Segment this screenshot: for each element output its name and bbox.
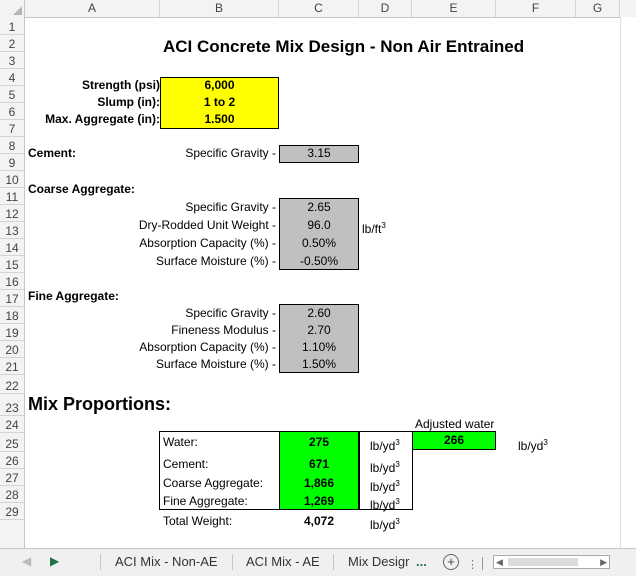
horizontal-scrollbar[interactable]: [493, 555, 610, 569]
split-handle[interactable]: [482, 557, 483, 570]
row-header[interactable]: 19: [0, 324, 24, 341]
row-header[interactable]: 6: [0, 103, 24, 120]
row-header[interactable]: 9: [0, 154, 24, 171]
column-header-e[interactable]: E: [412, 0, 496, 17]
column-header-c[interactable]: C: [279, 0, 359, 17]
row-header[interactable]: 2: [0, 35, 24, 52]
mix-unit: $lb/yd^3$: [370, 497, 400, 512]
slump-label: Slump (in):: [97, 95, 160, 109]
select-all-corner[interactable]: [0, 0, 25, 17]
mix-value[interactable]: 1,269: [303, 494, 335, 508]
column-header-f[interactable]: F: [496, 0, 576, 17]
strength-input[interactable]: 6,000: [204, 78, 235, 92]
mix-value[interactable]: 671: [308, 457, 330, 471]
row-header[interactable]: 8: [0, 137, 24, 154]
row-header[interactable]: 20: [0, 341, 24, 358]
fine-value[interactable]: 2.60: [307, 306, 331, 320]
total-weight-value[interactable]: 4,072: [303, 514, 335, 528]
row-header[interactable]: 28: [0, 486, 24, 503]
mix-unit: $lb/yd^3$: [370, 460, 400, 475]
mix-proportions-heading: Mix Proportions:: [28, 394, 171, 414]
row-header[interactable]: 14: [0, 239, 24, 256]
mix-item-label: Water:: [163, 435, 198, 449]
scroll-tabs-right-icon[interactable]: ▶: [50, 554, 60, 568]
row-header[interactable]: 4: [0, 69, 24, 86]
mix-table-divider: [359, 431, 360, 510]
coarse-label: Surface Moisture (%) -: [155, 254, 276, 268]
tab-aci-mix-ae[interactable]: ACI Mix - AE: [246, 554, 320, 569]
column-header-b[interactable]: B: [160, 0, 279, 17]
column-header-g[interactable]: G: [576, 0, 620, 17]
adjusted-water-value[interactable]: 266: [443, 433, 465, 447]
adjusted-water-unit: $lb/yd^3$: [518, 438, 548, 453]
coarse-label: Dry-Rodded Unit Weight -: [138, 218, 276, 232]
fine-label: Absorption Capacity (%) -: [139, 340, 276, 354]
row-header[interactable]: 24: [0, 416, 24, 433]
row-header[interactable]: 7: [0, 120, 24, 137]
row-header[interactable]: 21: [0, 358, 24, 375]
slump-input[interactable]: 1 to 2: [203, 95, 236, 109]
coarse-label: Absorption Capacity (%) -: [139, 236, 276, 250]
tab-options-icon[interactable]: ⋮: [467, 559, 478, 571]
mix-item-label: Coarse Aggregate:: [163, 476, 264, 490]
row-header[interactable]: 12: [0, 205, 24, 222]
row-header[interactable]: 15: [0, 256, 24, 273]
mix-item-label: Cement:: [163, 457, 209, 471]
coarse-label: Specific Gravity -: [185, 200, 276, 214]
scroll-right-icon: ▶: [600, 557, 607, 567]
mix-unit: $lb/yd^3$: [370, 479, 400, 494]
coarse-value[interactable]: -0.50%: [299, 254, 339, 268]
row-header[interactable]: 23: [0, 399, 24, 416]
row-header[interactable]: 29: [0, 503, 24, 520]
fine-value[interactable]: 1.10%: [301, 340, 337, 354]
more-tabs-button[interactable]: ...: [416, 554, 427, 569]
coarse-value[interactable]: 0.50%: [301, 236, 337, 250]
row-header[interactable]: 5: [0, 86, 24, 103]
vertical-scrollbar[interactable]: [620, 17, 636, 548]
max-aggregate-input[interactable]: 1.500: [204, 112, 235, 126]
mix-value[interactable]: 275: [308, 435, 330, 449]
mix-unit: $lb/yd^3$: [370, 438, 400, 453]
fine-value[interactable]: 2.70: [307, 323, 331, 337]
fine-label: Surface Moisture (%) -: [155, 357, 276, 371]
scroll-thumb: [508, 558, 578, 566]
adjusted-water-label: Adjusted water: [415, 417, 495, 431]
row-header[interactable]: 17: [0, 290, 24, 307]
coarse-value[interactable]: 96.0: [307, 218, 331, 232]
row-header[interactable]: 26: [0, 452, 24, 469]
fine-label: Fineness Modulus -: [171, 323, 276, 337]
page-title: ACI Concrete Mix Design - Non Air Entrained: [163, 37, 525, 56]
row-header[interactable]: 16: [0, 273, 24, 290]
coarse-aggregate-heading: Coarse Aggregate:: [28, 182, 135, 196]
max-aggregate-label: Max. Aggregate (in):: [45, 112, 160, 126]
row-header[interactable]: 13: [0, 222, 24, 239]
cement-sg-label: Specific Gravity -: [185, 146, 276, 160]
scroll-tabs-left-icon[interactable]: ◀: [22, 554, 32, 568]
cement-heading: Cement:: [28, 146, 77, 160]
row-header[interactable]: 18: [0, 307, 24, 324]
row-header[interactable]: 3: [0, 52, 24, 69]
column-header-a[interactable]: A: [25, 0, 160, 17]
coarse-unit: $lb/ft^3$: [362, 221, 386, 236]
row-header[interactable]: 10: [0, 171, 24, 188]
row-header[interactable]: 22: [0, 377, 24, 394]
row-header[interactable]: 1: [0, 18, 24, 35]
fine-aggregate-heading: Fine Aggregate:: [28, 289, 119, 303]
column-header-d[interactable]: D: [359, 0, 412, 17]
row-header[interactable]: 11: [0, 188, 24, 205]
fine-value[interactable]: 1.50%: [301, 357, 337, 371]
total-weight-unit: $lb/yd^3$: [370, 517, 400, 532]
add-sheet-icon[interactable]: +: [443, 554, 459, 570]
row-header[interactable]: 25: [0, 435, 24, 452]
mix-item-label: Fine Aggregate:: [163, 494, 248, 508]
fine-label: Specific Gravity -: [185, 306, 276, 320]
sheet-tab-bar: [0, 548, 636, 576]
scroll-left-icon: ◀: [496, 557, 503, 567]
tab-mix-design[interactable]: Mix Desigr: [348, 554, 410, 569]
strength-label: Strength (psi): [82, 78, 160, 92]
cement-sg-value[interactable]: 3.15: [307, 146, 331, 160]
row-header[interactable]: 27: [0, 469, 24, 486]
coarse-value[interactable]: 2.65: [307, 200, 331, 214]
total-weight-label: Total Weight:: [163, 514, 233, 528]
mix-value[interactable]: 1,866: [303, 476, 335, 490]
tab-aci-mix-non-ae[interactable]: ACI Mix - Non-AE: [115, 554, 218, 569]
